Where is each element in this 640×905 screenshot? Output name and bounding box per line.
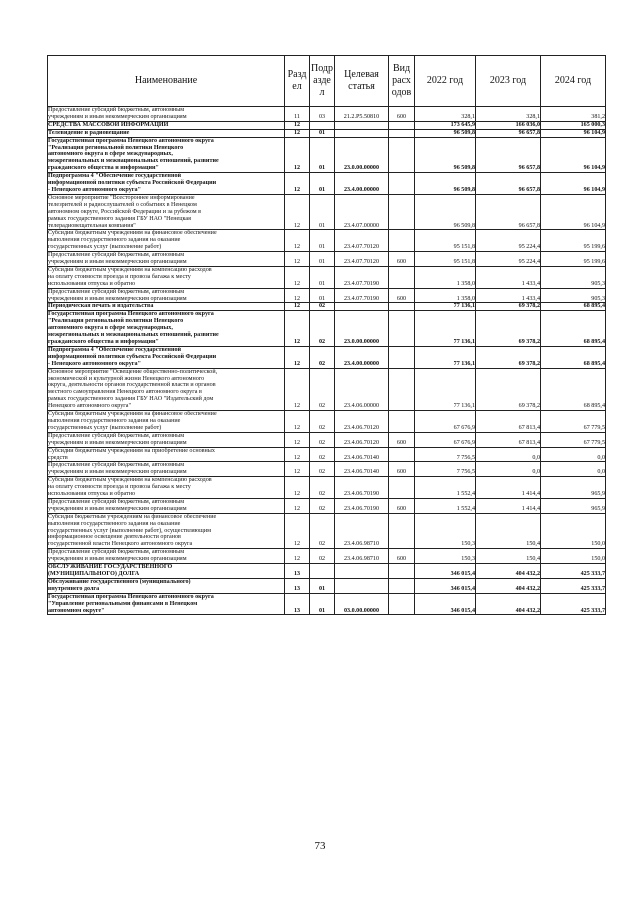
row-2024-cell: 95 199,6 [541,230,606,252]
row-name-cell: Субсидии бюджетным учреждениям на приобретение основных средств [48,447,285,462]
row-target-article-cell: 23.4.06.70120 [335,432,389,447]
table-row [48,432,606,447]
row-target-article-cell [335,578,389,593]
header-year-2022: 2022 год [415,56,476,107]
row-podrazdel-cell: 02 [310,513,335,549]
row-name-cell: Подпрограмма 4 "Обеспечение государственной информационной политики субъекта Российской Федерации - Ненецкого автономного округа" [48,173,285,195]
row-podrazdel-cell: 02 [310,447,335,462]
row-razdel-cell: 12 [285,432,310,447]
row-podrazdel-cell: 02 [310,368,335,410]
row-target-article-cell [335,129,389,137]
row-2024-cell: 68 895,4 [541,368,606,410]
row-razdel-cell: 12 [285,498,310,513]
row-expense-type-cell [389,266,415,288]
row-2024-cell: 96 104,9 [541,137,606,173]
row-podrazdel-cell: 02 [310,303,335,311]
row-2024-cell: 68 895,4 [541,303,606,311]
row-2022-cell: 346 015,4 [415,593,476,615]
table-row [48,368,606,410]
row-razdel-cell: 12 [285,477,310,499]
header-name: Наименование [48,56,285,107]
table-row [48,173,606,195]
row-target-article-cell: 23.4.07.70120 [335,230,389,252]
row-razdel-cell: 12 [285,252,310,267]
row-target-article-cell: 23.4.06.00000 [335,368,389,410]
row-target-article-cell: 23.4.07.00000 [335,194,389,230]
budget-document [47,55,605,615]
row-name-cell: Предоставление субсидий бюджетным, автономным учреждениям и иным некоммерческим организациям [48,107,285,122]
row-name-cell: Предоставление субсидий бюджетным, автономным учреждениям и иным некоммерческим организациям [48,549,285,564]
row-razdel-cell: 12 [285,311,310,347]
row-razdel-cell: 13 [285,564,310,579]
row-2022-cell: 67 676,9 [415,411,476,433]
row-razdel-cell: 12 [285,462,310,477]
row-2023-cell: 1 433,4 [476,266,541,288]
row-2023-cell: 0,0 [476,462,541,477]
row-podrazdel-cell: 02 [310,549,335,564]
row-target-article-cell: 23.4.07.70190 [335,288,389,303]
row-expense-type-cell [389,346,415,368]
table-row [48,462,606,477]
row-2023-cell: 1 414,4 [476,498,541,513]
table-row [48,129,606,137]
row-razdel-cell: 12 [285,173,310,195]
row-podrazdel-cell: 02 [310,346,335,368]
row-2023-cell: 150,4 [476,513,541,549]
row-2024-cell: 96 104,9 [541,173,606,195]
table-row [48,121,606,129]
header-expense-type: Вид расх одов [389,56,415,107]
row-2024-cell: 0,0 [541,447,606,462]
row-2024-cell: 425 333,7 [541,564,606,579]
row-2024-cell: 67 779,5 [541,432,606,447]
row-name-cell: Предоставление субсидий бюджетным, автономным учреждениям и иным некоммерческим организациям [48,288,285,303]
row-2023-cell: 96 657,8 [476,129,541,137]
table-row [48,513,606,549]
row-target-article-cell [335,303,389,311]
row-target-article-cell: 23.4.06.98710 [335,513,389,549]
row-2022-cell: 150,3 [415,513,476,549]
row-2024-cell: 165 000,3 [541,121,606,129]
header-year-2024: 2024 год [541,56,606,107]
row-podrazdel-cell: 02 [310,311,335,347]
row-2022-cell: 95 151,8 [415,252,476,267]
row-podrazdel-cell: 01 [310,173,335,195]
row-expense-type-cell: 600 [389,252,415,267]
row-2023-cell: 1 433,4 [476,288,541,303]
row-2023-cell: 69 378,2 [476,368,541,410]
row-name-cell: Периодическая печать и издательства [48,303,285,311]
row-podrazdel-cell: 02 [310,498,335,513]
row-2022-cell: 77 136,1 [415,311,476,347]
row-name-cell: Предоставление субсидий бюджетным, автономным учреждениям и иным некоммерческим организациям [48,252,285,267]
row-name-cell: Государственная программа Ненецкого автономного округа "Реализация региональной политики Ненецкого автономного округа в сфере международных, межрегиональных и межнациональных отношений, развитие гражданского общества и информации" [48,137,285,173]
row-razdel-cell: 12 [285,129,310,137]
page-number: 73 [314,840,326,852]
row-razdel-cell: 12 [285,121,310,129]
row-name-cell: Предоставление субсидий бюджетным, автономным учреждениям и иным некоммерческим организациям [48,432,285,447]
row-2023-cell: 96 657,8 [476,194,541,230]
row-expense-type-cell [389,564,415,579]
row-razdel-cell: 12 [285,266,310,288]
row-2022-cell: 328,1 [415,107,476,122]
table-row [48,593,606,615]
row-2022-cell: 96 509,8 [415,173,476,195]
row-razdel-cell: 12 [285,288,310,303]
table-row [48,346,606,368]
row-podrazdel-cell [310,564,335,579]
row-2023-cell: 67 813,4 [476,432,541,447]
row-podrazdel-cell: 02 [310,432,335,447]
table-row [48,230,606,252]
row-podrazdel-cell: 02 [310,462,335,477]
row-2022-cell: 7 756,5 [415,447,476,462]
row-expense-type-cell [389,411,415,433]
row-expense-type-cell [389,121,415,129]
row-2022-cell: 96 509,8 [415,194,476,230]
header-target-article: Целевая статья [335,56,389,107]
row-name-cell: Подпрограмма 4 "Обеспечение государственной информационной политики субъекта Российской Федерации - Ненецкого автономного округа" [48,346,285,368]
row-name-cell: Субсидии бюджетным учреждениям на компенсацию расходов на оплату стоимости проезда и провоза багажа к месту использования отпуска и обратно [48,266,285,288]
row-podrazdel-cell [310,121,335,129]
header-podrazdel: Подр азде л [310,56,335,107]
row-expense-type-cell [389,368,415,410]
row-2024-cell: 0,0 [541,462,606,477]
table-row [48,266,606,288]
row-2022-cell: 1 358,0 [415,266,476,288]
table-row [48,498,606,513]
row-target-article-cell: 23.4.06.70190 [335,498,389,513]
row-target-article-cell: 03.0.00.00000 [335,593,389,615]
row-podrazdel-cell: 01 [310,578,335,593]
table-body [48,107,606,615]
row-2022-cell: 77 136,1 [415,346,476,368]
row-2024-cell: 965,9 [541,477,606,499]
row-name-cell: Предоставление субсидий бюджетным, автономным учреждениям и иным некоммерческим организациям [48,498,285,513]
row-2022-cell: 173 645,9 [415,121,476,129]
row-name-cell: Субсидии бюджетным учреждениям на финансовое обеспечение выполнения государственного задания на оказание государственных услуг (выполнение работ) [48,411,285,433]
row-2024-cell: 905,3 [541,266,606,288]
table-row [48,564,606,579]
row-name-cell: Субсидии бюджетным учреждениям на компенсацию расходов на оплату стоимости проезда и провоза багажа к месту использования отпуска и обратно [48,477,285,499]
row-razdel-cell: 12 [285,447,310,462]
row-razdel-cell: 12 [285,549,310,564]
row-2023-cell: 95 224,4 [476,252,541,267]
table-row [48,288,606,303]
row-target-article-cell: 23.4.06.70140 [335,447,389,462]
row-2024-cell: 150,0 [541,513,606,549]
row-podrazdel-cell: 02 [310,411,335,433]
row-2023-cell: 67 813,4 [476,411,541,433]
row-2023-cell: 96 657,8 [476,173,541,195]
row-2023-cell: 0,0 [476,447,541,462]
row-2022-cell: 1 552,4 [415,477,476,499]
row-expense-type-cell [389,230,415,252]
row-2023-cell: 404 432,2 [476,564,541,579]
row-expense-type-cell [389,477,415,499]
table-row [48,303,606,311]
table-row [48,107,606,122]
row-2024-cell: 425 333,7 [541,593,606,615]
row-name-cell: Телевидение и радиовещание [48,129,285,137]
row-2022-cell: 77 136,1 [415,303,476,311]
row-podrazdel-cell: 01 [310,230,335,252]
row-2023-cell: 95 224,4 [476,230,541,252]
row-expense-type-cell [389,129,415,137]
row-target-article-cell: 21.2.Р5.50810 [335,107,389,122]
row-name-cell: Предоставление субсидий бюджетным, автономным учреждениям и иным некоммерческим организациям [48,462,285,477]
row-name-cell: Государственная программа Ненецкого автономного округа "Реализация региональной политики Ненецкого автономного округа в сфере международных, межрегиональных и межнациональных отношений, развитие гражданского общества и информации" [48,311,285,347]
row-2023-cell: 1 414,4 [476,477,541,499]
row-razdel-cell: 12 [285,303,310,311]
row-expense-type-cell: 600 [389,462,415,477]
row-expense-type-cell: 600 [389,498,415,513]
row-name-cell: ОБСЛУЖИВАНИЕ ГОСУДАРСТВЕННОГО (МУНИЦИПАЛЬНОГО) ДОЛГА [48,564,285,579]
table-header-row [48,56,606,107]
row-2023-cell: 69 378,2 [476,311,541,347]
table-row [48,194,606,230]
row-target-article-cell [335,121,389,129]
row-2023-cell: 328,1 [476,107,541,122]
row-expense-type-cell [389,593,415,615]
row-name-cell: Субсидия бюджетным учреждениям на финансовое обеспечение выполнения государственного задания на оказание государственных услуг (выполнение работ), осуществляющим информационное освещение деятельности органов государственной власти Ненецкого автономного округа [48,513,285,549]
row-target-article-cell: 23.4.06.70190 [335,477,389,499]
row-expense-type-cell [389,137,415,173]
row-podrazdel-cell: 01 [310,252,335,267]
row-2022-cell: 346 015,4 [415,564,476,579]
table-row [48,137,606,173]
row-podrazdel-cell: 03 [310,107,335,122]
row-target-article-cell: 23.4.07.70190 [335,266,389,288]
row-razdel-cell: 13 [285,593,310,615]
row-2022-cell: 1 358,0 [415,288,476,303]
row-target-article-cell: 23.4.00.00000 [335,346,389,368]
row-2023-cell: 150,4 [476,549,541,564]
row-razdel-cell: 12 [285,411,310,433]
row-target-article-cell: 23.4.06.98710 [335,549,389,564]
row-2024-cell: 96 104,9 [541,194,606,230]
row-name-cell: Субсидии бюджетным учреждениям на финансовое обеспечение выполнения государственного задания на оказание государственных услуг (выполнение работ) [48,230,285,252]
row-expense-type-cell: 600 [389,432,415,447]
row-expense-type-cell [389,513,415,549]
row-expense-type-cell [389,311,415,347]
row-2023-cell: 166 036,0 [476,121,541,129]
row-expense-type-cell [389,578,415,593]
row-2024-cell: 965,9 [541,498,606,513]
row-razdel-cell: 13 [285,578,310,593]
row-2022-cell: 96 509,8 [415,137,476,173]
row-2022-cell: 7 756,5 [415,462,476,477]
row-razdel-cell: 12 [285,346,310,368]
table-row [48,447,606,462]
table-row [48,477,606,499]
table-row [48,252,606,267]
row-2022-cell: 1 552,4 [415,498,476,513]
table-row [48,311,606,347]
row-expense-type-cell [389,173,415,195]
row-2024-cell: 67 779,5 [541,411,606,433]
row-target-article-cell: 23.4.07.70120 [335,252,389,267]
row-podrazdel-cell: 01 [310,266,335,288]
row-name-cell: Государственная программа Ненецкого автономного округа "Управление региональными финансами в Ненецком автономном округе" [48,593,285,615]
row-expense-type-cell: 600 [389,107,415,122]
row-name-cell: Основное мероприятие "Всестороннее информирование телезрителей и радиослушателей о событиях в Ненецком автономном округе, Российской Федерации и за рубежом в рамках государственного задания ГБУ НАО "Ненецкая телерадиовещательная компания" [48,194,285,230]
header-year-2023: 2023 год [476,56,541,107]
row-2022-cell: 77 136,1 [415,368,476,410]
row-2024-cell: 68 895,4 [541,346,606,368]
row-2022-cell: 96 509,8 [415,129,476,137]
row-podrazdel-cell: 01 [310,129,335,137]
row-target-article-cell: 23.4.06.70120 [335,411,389,433]
row-2023-cell: 69 378,2 [476,303,541,311]
row-expense-type-cell [389,194,415,230]
row-2024-cell: 905,3 [541,288,606,303]
row-razdel-cell: 11 [285,107,310,122]
row-2022-cell: 95 151,8 [415,230,476,252]
row-expense-type-cell: 600 [389,549,415,564]
row-podrazdel-cell: 01 [310,593,335,615]
row-2024-cell: 96 104,9 [541,129,606,137]
row-2023-cell: 96 657,8 [476,137,541,173]
table-row [48,578,606,593]
row-razdel-cell: 12 [285,137,310,173]
row-target-article-cell [335,564,389,579]
row-2023-cell: 404 432,2 [476,578,541,593]
row-2022-cell: 346 015,4 [415,578,476,593]
row-2023-cell: 69 378,2 [476,346,541,368]
row-2022-cell: 150,3 [415,549,476,564]
row-expense-type-cell [389,447,415,462]
row-expense-type-cell [389,303,415,311]
row-name-cell: Основное мероприятие "Освещение общественно-политической, экономической и культурной жизни Ненецкого автономного округа, деятельности органов государственной власти и органов местного самоуправления Ненецкого автономного округа в рамках государственного задания ГБУ НАО "Издательский дом Ненецкого автономного округа" [48,368,285,410]
row-target-article-cell: 23.0.00.00000 [335,137,389,173]
header-razdel: Разд ел [285,56,310,107]
row-podrazdel-cell: 01 [310,288,335,303]
row-razdel-cell: 12 [285,513,310,549]
row-podrazdel-cell: 01 [310,194,335,230]
row-razdel-cell: 12 [285,368,310,410]
row-2022-cell: 67 676,9 [415,432,476,447]
row-razdel-cell: 12 [285,230,310,252]
row-target-article-cell: 23.0.00.00000 [335,311,389,347]
row-podrazdel-cell: 01 [310,137,335,173]
row-target-article-cell: 23.4.00.00000 [335,173,389,195]
budget-table [47,55,606,615]
row-name-cell: СРЕДСТВА МАССОВОЙ ИНФОРМАЦИИ [48,121,285,129]
row-2023-cell: 404 432,2 [476,593,541,615]
row-expense-type-cell: 600 [389,288,415,303]
row-name-cell: Обслуживание государственного (муниципального) внутреннего долга [48,578,285,593]
row-podrazdel-cell: 02 [310,477,335,499]
row-2024-cell: 150,0 [541,549,606,564]
row-2024-cell: 95 199,6 [541,252,606,267]
row-2024-cell: 381,2 [541,107,606,122]
row-2024-cell: 68 895,4 [541,311,606,347]
row-target-article-cell: 23.4.06.70140 [335,462,389,477]
row-2024-cell: 425 333,7 [541,578,606,593]
row-razdel-cell: 12 [285,194,310,230]
table-row [48,549,606,564]
table-row [48,411,606,433]
